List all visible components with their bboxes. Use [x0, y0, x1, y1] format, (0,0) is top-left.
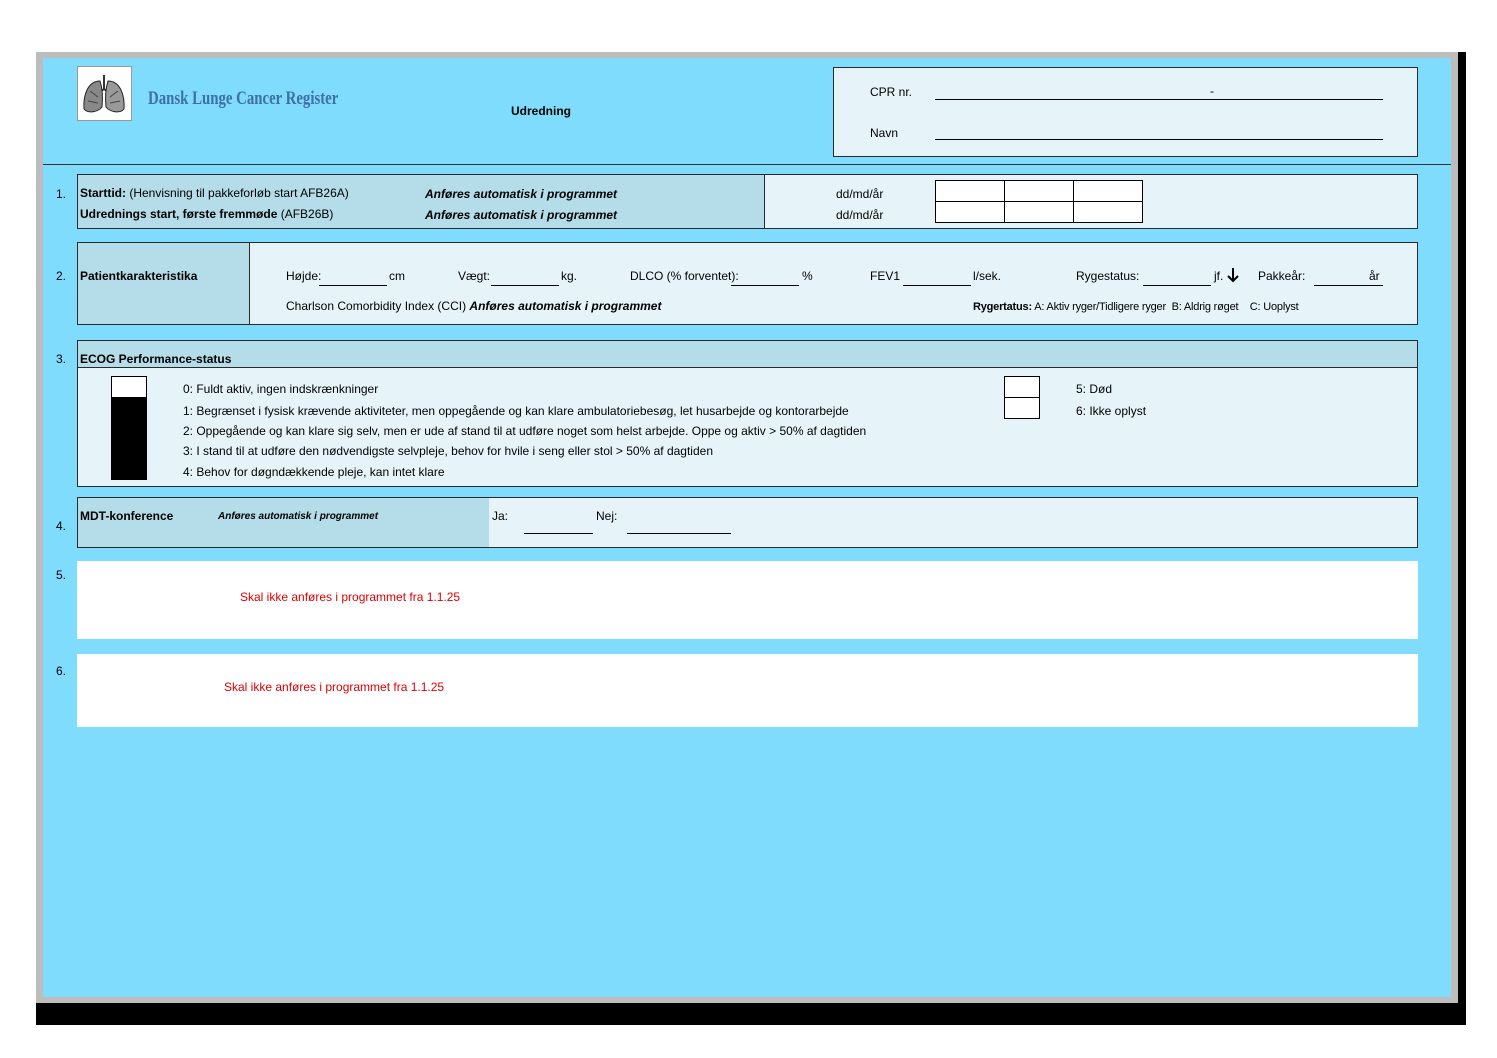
cpr-label: CPR nr. [870, 85, 913, 99]
smoke-input[interactable] [1143, 285, 1211, 286]
start-desc: (Henvisning til pakkeforløb start AFB26A) [129, 186, 349, 200]
smoke-legend-label: Rygertatus: [973, 301, 1032, 313]
section-number-2: 2. [56, 269, 67, 283]
name-input[interactable] [935, 139, 1383, 140]
form-title: Udredning [511, 104, 571, 118]
start-day-cell[interactable] [935, 180, 1005, 202]
start-month-cell[interactable] [1004, 180, 1074, 202]
section3-header [77, 340, 1418, 368]
mdt-yes-label: Ja: [492, 509, 509, 523]
mdt-yes-input[interactable] [524, 533, 593, 534]
weight-input[interactable] [491, 285, 559, 286]
ecog-option-6: 6: Ikke oplyst [1076, 404, 1147, 418]
udr-code: (AFB26B) [280, 207, 334, 221]
udr-row [80, 207, 333, 221]
weight-label: Vægt: [458, 269, 491, 283]
ecog-filled-boxes [111, 397, 147, 480]
dlco-unit: % [802, 269, 813, 283]
ecog-checkbox-0[interactable] [111, 376, 147, 398]
section6-note: Skal ikke anføres i programmet fra 1.1.25 [224, 680, 445, 694]
height-unit: cm [389, 269, 405, 283]
ecog-option-4: 4: Behov for døgndækkende pleje, kan intet klare [183, 465, 445, 479]
start-year-cell[interactable] [1073, 180, 1143, 202]
ecog-checkbox-5[interactable] [1004, 376, 1040, 398]
date-format-2: dd/md/år [836, 208, 884, 222]
section2-label-area [78, 243, 250, 324]
section3-title: ECOG Performance-status [80, 352, 232, 366]
cpr-input[interactable] [935, 99, 1383, 100]
section2-title: Patientkarakteristika [80, 269, 198, 283]
logo-text: Dansk Lunge Cancer Register [148, 88, 339, 109]
weight-unit: kg. [561, 269, 578, 283]
section4-auto-note: Anføres automatisk i programmet [218, 511, 379, 522]
ecog-option-1: 1: Begrænset i fysisk krævende aktiviteter, men oppegående og kan klare ambulatoriebesøg, let husarbejde og kontorarbejde [183, 404, 849, 418]
ecog-option-3: 3: I stand til at udføre den nødvendigste selvpleje, behov for hvile i seng eller stol > 50% af dagtiden [183, 444, 713, 458]
udr-month-cell[interactable] [1004, 201, 1074, 223]
cci-row [286, 299, 661, 313]
section-number-6: 6. [56, 664, 67, 678]
fev1-input[interactable] [903, 285, 971, 286]
cci-label: Charlson Comorbidity Index (CCI) [286, 299, 467, 313]
name-label: Navn [870, 126, 899, 140]
udr-year-cell[interactable] [1073, 201, 1143, 223]
cpr-separator: - [1210, 84, 1214, 98]
udr-auto-note: Anføres automatisk i programmet [425, 208, 618, 222]
ecog-option-2: 2: Oppegående og kan klare sig selv, men er ude af stand til at udføre noget som helst arbejde. Oppe og aktiv > 50% af dagtiden [183, 424, 867, 438]
pack-unit: år [1369, 269, 1380, 283]
mdt-no-input[interactable] [627, 533, 731, 534]
ecog-checkbox-6[interactable] [1004, 397, 1040, 419]
height-label: Højde: [286, 269, 322, 283]
mdt-no-label: Nej: [596, 509, 618, 523]
pack-input[interactable] [1314, 285, 1383, 286]
cci-auto-note: Anføres automatisk i programmet [469, 299, 662, 313]
dlco-input[interactable] [731, 285, 799, 286]
section-number-5: 5. [56, 568, 67, 582]
section-number-4: 4. [56, 519, 67, 533]
start-row [80, 186, 349, 200]
section-number-1: 1. [56, 187, 67, 201]
udr-label: Udrednings start, første fremmøde [80, 207, 278, 221]
smoke-legend-a: A: Aktiv ryger/Tidligere ryger [1034, 301, 1166, 313]
header-divider [43, 164, 1451, 165]
ecog-option-0: 0: Fuldt aktiv, ingen indskrænkninger [183, 382, 379, 396]
smoke-legend-c: C: Uoplyst [1249, 301, 1299, 313]
lung-logo-icon [77, 66, 132, 121]
pack-label: Pakkeår: [1258, 269, 1306, 283]
fev1-label: FEV1 [870, 269, 901, 283]
ecog-option-5: 5: Død [1076, 382, 1113, 396]
section5-note: Skal ikke anføres i programmet fra 1.1.25 [240, 590, 461, 604]
section-number-3: 3. [56, 352, 67, 366]
fev1-unit: l/sek. [973, 269, 1002, 283]
patient-id-box [833, 67, 1418, 157]
date-format-1: dd/md/år [836, 187, 884, 201]
start-label: Starttid: [80, 186, 126, 200]
height-input[interactable] [319, 285, 387, 286]
section4-title: MDT-konference [80, 509, 174, 523]
smoke-ref: jf. [1214, 269, 1224, 283]
udr-day-cell[interactable] [935, 201, 1005, 223]
arrow-down-icon [1226, 267, 1240, 283]
dlco-label: DLCO (% forventet): [630, 269, 739, 283]
smoke-label: Rygestatus: [1076, 269, 1140, 283]
smoke-legend [973, 300, 1299, 314]
start-auto-note: Anføres automatisk i programmet [425, 187, 618, 201]
smoke-legend-b: B: Aldrig røget [1171, 301, 1239, 313]
